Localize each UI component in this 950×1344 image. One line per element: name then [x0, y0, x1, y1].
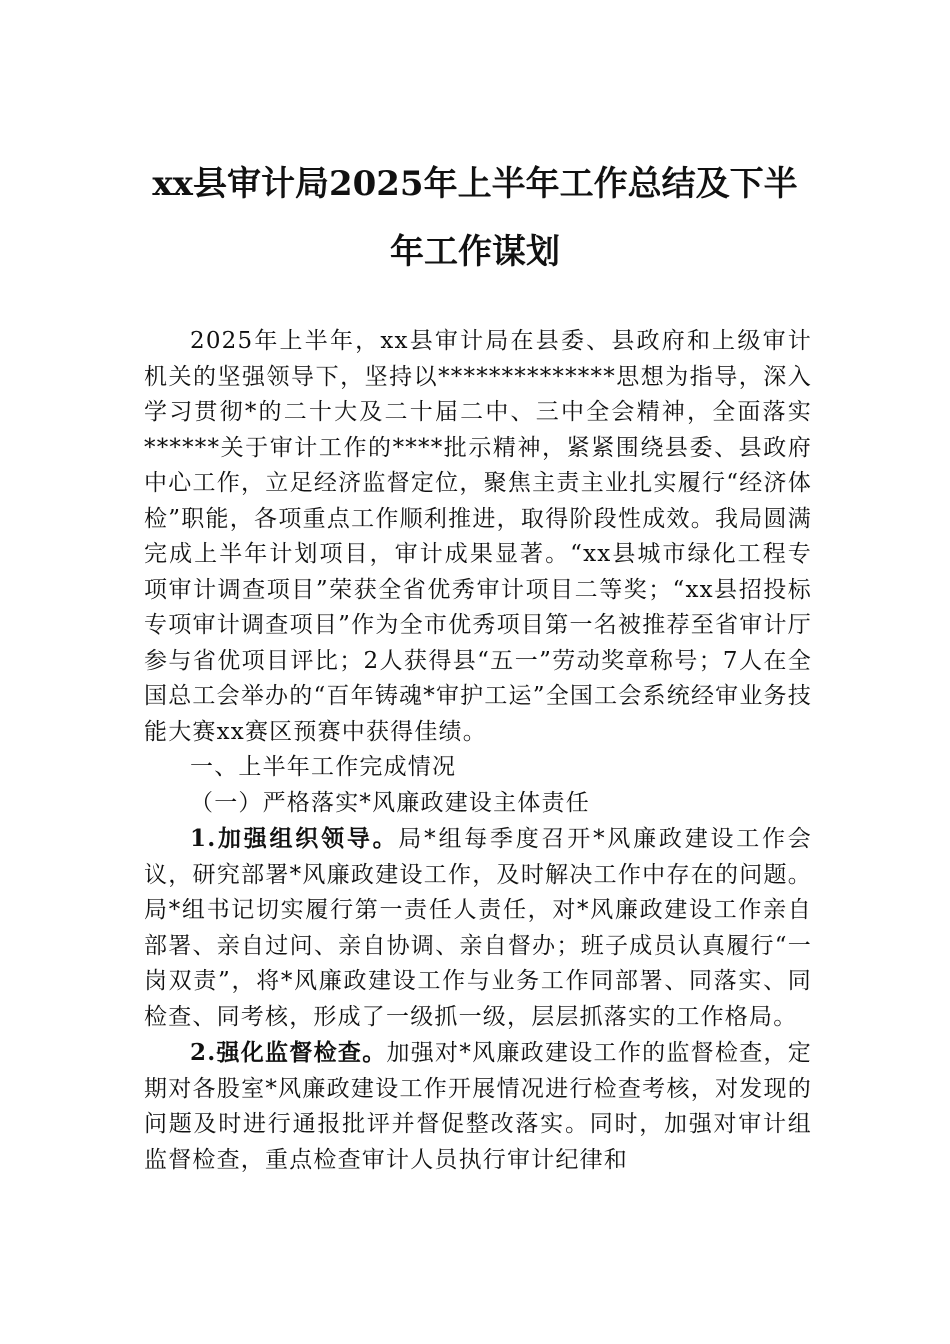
item-1-paragraph: [144, 821, 812, 1035]
item-2-lead: 2.强化监督检查。: [190, 1039, 387, 1066]
item-2-text: 加强对*风廉政建设工作的监督检查，定期对各股室*风廉政建设工作开展情况进行检查考核，对发现的问题及时进行通报批评并督促整改落实。同时，加强对审计组监督检查，重点检查审计人员执行审计纪律和: [144, 1040, 812, 1173]
document-body: [144, 324, 812, 1178]
subsection-heading: （一）严格落实*风廉政建设主体责任: [190, 789, 590, 816]
item-2-paragraph: [144, 1035, 812, 1178]
intro-paragraph: 2025年上半年，xx县审计局在县委、县政府和上级审计机关的坚强领导下，坚持以**************思想为指导，深入学习贯彻*的二十大及二十届二中、三中全会精神，全面落实******关于审计工作的****批示精神，紧紧围绕县委、县政府中心工作，立足经济监督定位，聚焦主责主业扎实履行“经济体检”职能，各项重点工作顺利推进，取得阶段性成效。我局圆满完成上半年计划项目，审计成果显著。“xx县城市绿化工程专项审计调查项目”荣获全省优秀审计项目二等奖；“xx县招投标专项审计调查项目”作为全市优秀项目第一名被推荐至省审计厅参与省优项目评比；2人获得县“五一”劳动奖章称号；7人在全国总工会举办的“百年铸魂*审护工运”全国工会系统经审业务技能大赛xx赛区预赛中获得佳绩。: [144, 328, 812, 745]
document-title-line-1: xx县审计局2025年上半年工作总结及下半: [152, 164, 798, 204]
item-1-lead: 1.加强组织领导。: [190, 825, 399, 852]
item-1-text: 局*组每季度召开*风廉政建设工作会议，研究部署*风廉政建设工作，及时解决工作中存在的问题。局*组书记切实履行第一责任人责任，对*风廉政建设工作亲自部署、亲自过问、亲自协调、亲自督办；班子成员认真履行“一岗双责”，将*风廉政建设工作与业务工作同部署、同落实、同检查、同考核，形成了一级抓一级，层层抓落实的工作格局。: [144, 826, 812, 1030]
document-title: [120, 150, 830, 286]
section-heading: 一、上半年工作完成情况: [190, 754, 457, 780]
document-title-line-2: 年工作谋划: [390, 232, 560, 272]
